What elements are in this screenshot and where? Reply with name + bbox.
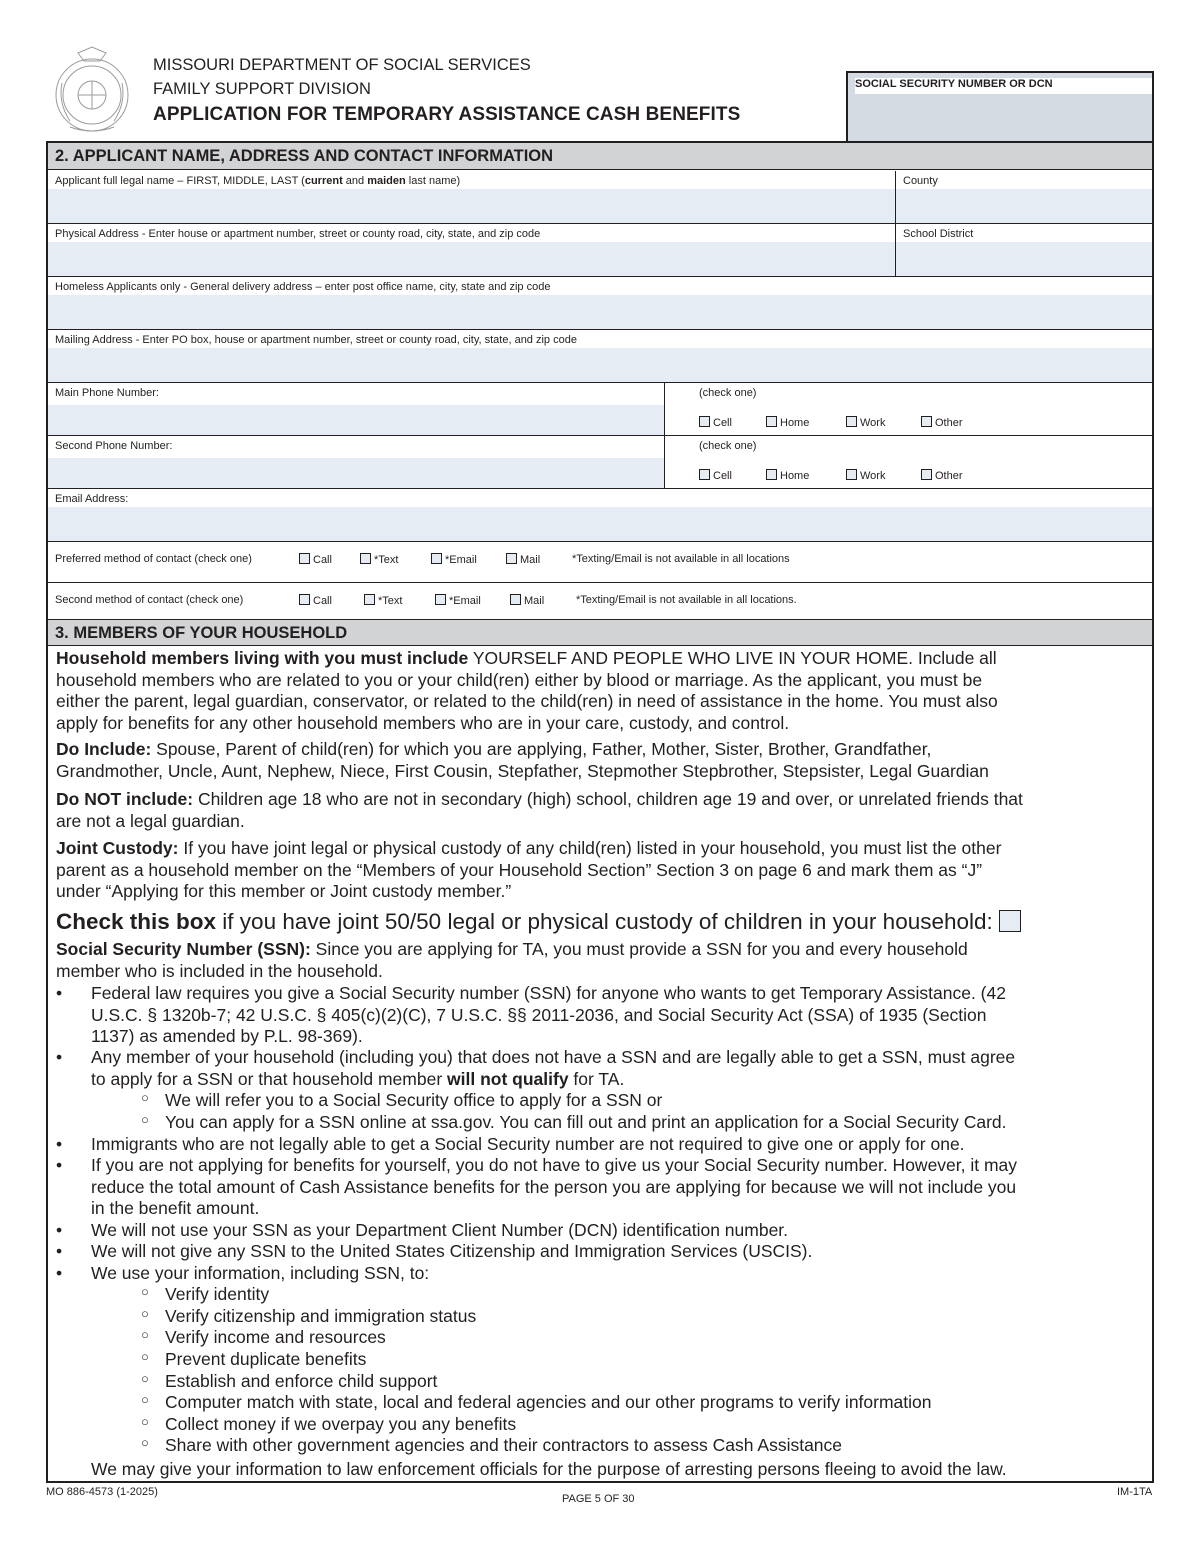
main-phone-other-option[interactable]: Other [921, 416, 963, 429]
section-2-header: 2. APPLICANT NAME, ADDRESS AND CONTACT INFORMATION [48, 143, 1152, 170]
second-phone-cell-option[interactable]: Cell [699, 469, 732, 482]
preferred-contact-label: Preferred method of contact (check one) [55, 553, 252, 565]
checkbox[interactable] [766, 416, 777, 427]
second-text-option[interactable]: *Text [364, 594, 402, 607]
county-label: County [903, 175, 938, 187]
form-frame: 2. APPLICANT NAME, ADDRESS AND CONTACT INFORMATION Applicant full legal name – FIRST, MIDDLE, LAST (current and maiden last name) County Physical Address - Enter house or apartment number, street or county road, city, state, and zip code School District Homeless Applicants only - General delivery address – enter post office name, city, state and zip code Mailing Address - Enter PO box, house or apartment number, street or county road, city, state, and zip code Main Phone Number: (check one) Cell Home Work Other Second Phone Number: (check one) Cell Home Work Other Email Address: Preferred method of contact (check one) Call *Text *Email Mail *Texting/Email is not available in all locations Second method of contact (check one) Call *Text *Email Mail *Texting/Email is not available in all locations. 3. MEMBERS OF YOUR HOUSEHOLD Household members living with you must include YOURSELF AND PEOPLE WHO LIVE IN YOUR HOME. Include all household members who are related to you or your child(ren) either by blood or marriage. As the applicant, you must be either the parent, legal guardian, conservator, or related to the child(ren) in need of assistance in the home. You must also apply for benefits for any other household members who are in your care, custody, and control. Do Include: Spouse, Parent of child(ren) for which you are applying, Father, Mother, Sister, Brother, Grandfather, Grandmother, Uncle, Aunt, Nephew, Niece, First Cousin, Stepfather, Stepmother Stepbrother, Stepsister, Legal Guardian Do NOT include: Children age 18 who are not in secondary (high) school, children age 19 and over, or unrelated friends that are not a legal guardian. Joint Custody: If you have joint legal or physical custody of any child(ren) listed in your household, you must list the other parent as a household member on the “Members of your Household Section” Section 3 on page 6 and mark them as “J” under “Applying for this member or Joint custody member.” Check this box if you have joint 50/50 legal or physical custody of children in your household: Social Security Number (SSN): Since you are applying for TA, you must provide a SSN for you and every household member who is included in the household. • Federal law requires you give a Social Security number (SSN) for anyone who wants to get Temporary Assistance. (42 U.S.C. § 1320b-7; 42 U.S.C. § 405(c)(2)(C), 7 U.S.C. §§ 2011-2036, and Social Security Act (SSA) of 1935 (Section 1137) as amended by P.L. 98-369). • Any member of your household (including you) that does not have a SSN and are legally able to get a SSN, must agree to apply for a SSN or that household member will not qualify for TA. ○ We will refer you to a Social Security office to apply for a SSN or ○ You can apply for a SSN online at ssa.gov. You can fill out and print an application for a Social Security Card. • Immigrants who are not legally able to get a Social Security number are not required to give one or apply for one. • If you are not applying for benefits for yourself, you do not have to give us your Social Security number. However, it may reduce the total amount of Cash Assistance benefits for the person you are applying for because we will not include you in the benefit amount. • We will not use your SSN as your Department Client Number (DCN) identification number. • We will not give any SSN to the United States Citizenship and Immigration Services (USCIS). • We use your information, including SSN, to: ○ Verify identity ○ Verify citizenship and immigration status ○ Verify income and resources ○ Prevent duplicate benefits ○ Establish and enforce child support ○ Computer match with state, local and federal agencies and our other programs to verify information ○ Collect money if we overpay you any benefits ○ Share with other government agencies and their contractors to assess Cash Assistance We may give your information to law enforcement officials for the purpose of arresting persons fleeing to avoid the law. [46, 141, 1154, 1483]
checkbox[interactable] [506, 553, 517, 564]
mailing-address-field[interactable] [48, 330, 1152, 382]
bullet-federal-law: • Federal law requires you give a Social Security number (SSN) for anyone who wants to get Temporary Assistance. (42 U.S.C. § 1320b-7; 42 U.S.C. § 405(c)(2)(C), 7 U.S.C. §§ 2011-2036, and Social Security Act (SSA) of 1935 (Section 1137) as amended by P.L. 98-369). [56, 983, 1006, 1046]
main-phone-type [664, 383, 1152, 435]
checkbox[interactable] [364, 594, 375, 605]
preferred-contact-note: *Texting/Email is not available in all locations [572, 553, 790, 565]
checkbox[interactable] [510, 594, 521, 605]
bullet-must-apply: • Any member of your household (including you) that does not have a SSN and are legally able to get a SSN, must agree to apply for a SSN or that household member will not qualify for TA. [56, 1047, 1016, 1089]
form-title: APPLICATION FOR TEMPORARY ASSISTANCE CASH BENEFITS [153, 104, 741, 125]
bullet-we-use: • We use your information, including SSN, to: [56, 1263, 430, 1283]
checkbox[interactable] [766, 469, 777, 480]
joint-custody-checkbox[interactable] [999, 910, 1021, 932]
second-phone-other-option[interactable]: Other [921, 469, 963, 482]
division-name: FAMILY SUPPORT DIVISION [153, 80, 371, 98]
email-label: Email Address: [55, 493, 129, 505]
main-phone-cell-option[interactable]: Cell [699, 416, 732, 429]
form-number: MO 886-4573 (1-2025) [46, 1486, 158, 1498]
second-call-option[interactable]: Call [299, 594, 332, 607]
checkbox[interactable] [846, 469, 857, 480]
checkbox[interactable] [699, 416, 710, 427]
checkbox[interactable] [431, 553, 442, 564]
main-phone-home-option[interactable]: Home [766, 416, 809, 429]
mailing-address-label: Mailing Address - Enter PO box, house or apartment number, street or county road, city, state, and zip code [55, 334, 577, 346]
preferred-text-option[interactable]: *Text [360, 553, 398, 566]
preferred-mail-option[interactable]: Mail [506, 553, 540, 566]
do-not-include-paragraph: Do NOT include: Children age 18 who are not in secondary (high) school, children age 19 and over, or unrelated friends that are not a legal guardian. [56, 789, 1023, 831]
email-field[interactable] [48, 489, 1152, 541]
second-contact-row [48, 583, 1152, 620]
applicant-name-field[interactable] [48, 171, 895, 223]
second-phone-type [664, 436, 1152, 488]
county-field[interactable] [895, 171, 1152, 223]
school-district-field[interactable] [895, 224, 1152, 276]
mailing-address-row [48, 330, 1152, 383]
preferred-call-option[interactable]: Call [299, 553, 332, 566]
joint-custody-paragraph: Joint Custody: If you have joint legal or physical custody of any child(ren) listed in your household, you must list the other parent as a household member on the “Members of your Household Section” Section 3 on page 6 and mark them as “J” under “Applying for this member or Joint custody member.” [56, 838, 1002, 901]
physical-address-field[interactable] [48, 224, 895, 276]
bullet-not-applying: • If you are not applying for benefits for yourself, you do not have to give us your Social Security number. However, it may reduce the total amount of Cash Assistance benefits for the person you are applying for because we will not include you in the benefit amount. [56, 1155, 1018, 1218]
main-phone-label: Main Phone Number: [55, 387, 159, 399]
preferred-contact-row [48, 542, 1152, 583]
second-phone-work-option[interactable]: Work [846, 469, 885, 482]
second-email-option[interactable]: *Email [435, 594, 481, 607]
checkbox[interactable] [921, 469, 932, 480]
main-phone-check-one: (check one) [699, 387, 757, 399]
preferred-email-option[interactable]: *Email [431, 553, 477, 566]
second-contact-note: *Texting/Email is not available in all locations. [576, 594, 797, 606]
second-phone-check-one: (check one) [699, 440, 757, 452]
checkbox[interactable] [846, 416, 857, 427]
school-district-label: School District [903, 228, 974, 240]
email-row [48, 489, 1152, 542]
physical-school-row [48, 224, 1152, 277]
second-phone-field[interactable] [48, 436, 664, 488]
law-enforcement-statement: We may give your information to law enforcement officials for the purpose of arresting persons fleeing to avoid the law. [91, 1459, 1007, 1479]
second-phone-row [48, 436, 1152, 489]
applicant-name-label: Applicant full legal name – FIRST, MIDDLE, LAST (current and maiden last name) [55, 175, 461, 187]
second-phone-home-option[interactable]: Home [766, 469, 809, 482]
checkbox[interactable] [435, 594, 446, 605]
bullet-immigrants: • Immigrants who are not legally able to get a Social Security number are not required to give one or apply for one. [56, 1134, 965, 1154]
ssn-dcn-label: SOCIAL SECURITY NUMBER OR DCN [855, 78, 1152, 94]
checkbox[interactable] [299, 594, 310, 605]
department-name: MISSOURI DEPARTMENT OF SOCIAL SERVICES [153, 56, 531, 74]
checkbox[interactable] [699, 469, 710, 480]
homeless-address-label: Homeless Applicants only - General delivery address – enter post office name, city, state and zip code [55, 281, 551, 293]
homeless-address-field[interactable] [48, 277, 1152, 329]
checkbox[interactable] [921, 416, 932, 427]
form-code: IM-1TA [1117, 1486, 1153, 1498]
bullet-dcn: • We will not use your SSN as your Department Client Number (DCN) identification number. [56, 1220, 789, 1240]
household-members-paragraph: Household members living with you must include YOURSELF AND PEOPLE WHO LIVE IN YOUR HOME. Include all household members who are related to you or your child(ren) either by blood or marriage. As the applicant, you must be either the parent, legal guardian, conservator, or related to the child(ren) in need of assistance in the home. You must also apply for benefits for any other household members who are in your care, custody, and control. [56, 648, 998, 733]
homeless-address-row [48, 277, 1152, 330]
main-phone-row [48, 383, 1152, 436]
ssn-paragraph: Social Security Number (SSN): Since you are applying for TA, you must provide a SSN for you and every household member who is included in the household. [56, 939, 968, 981]
second-phone-label: Second Phone Number: [55, 440, 173, 452]
missouri-state-seal-icon [50, 43, 134, 135]
physical-address-label: Physical Address - Enter house or apartment number, street or county road, city, state, and zip code [55, 228, 541, 240]
checkbox[interactable] [360, 553, 371, 564]
bullet-uscis: • We will not give any SSN to the United States Citizenship and Immigration Services (USCIS). [56, 1241, 813, 1261]
second-mail-option[interactable]: Mail [510, 594, 544, 607]
main-phone-work-option[interactable]: Work [846, 416, 885, 429]
checkbox[interactable] [299, 553, 310, 564]
joint-custody-check-line: Check this box if you have joint 50/50 legal or physical custody of children in your household: [56, 909, 1146, 935]
page-number: PAGE 5 OF 30 [562, 1493, 635, 1505]
section-3-header: 3. MEMBERS OF YOUR HOUSEHOLD [48, 620, 1152, 646]
name-county-row [48, 171, 1152, 224]
do-include-paragraph: Do Include: Spouse, Parent of child(ren) for which you are applying, Father, Mother, Sister, Brother, Grandfather, Grandmother, Uncle, Aunt, Nephew, Niece, First Cousin, Stepfather, Stepmother Stepbrother, Stepsister, Legal Guardian [56, 739, 989, 781]
second-contact-label: Second method of contact (check one) [55, 594, 244, 606]
main-phone-field[interactable] [48, 383, 664, 435]
ssn-dcn-field[interactable] [846, 71, 1154, 142]
